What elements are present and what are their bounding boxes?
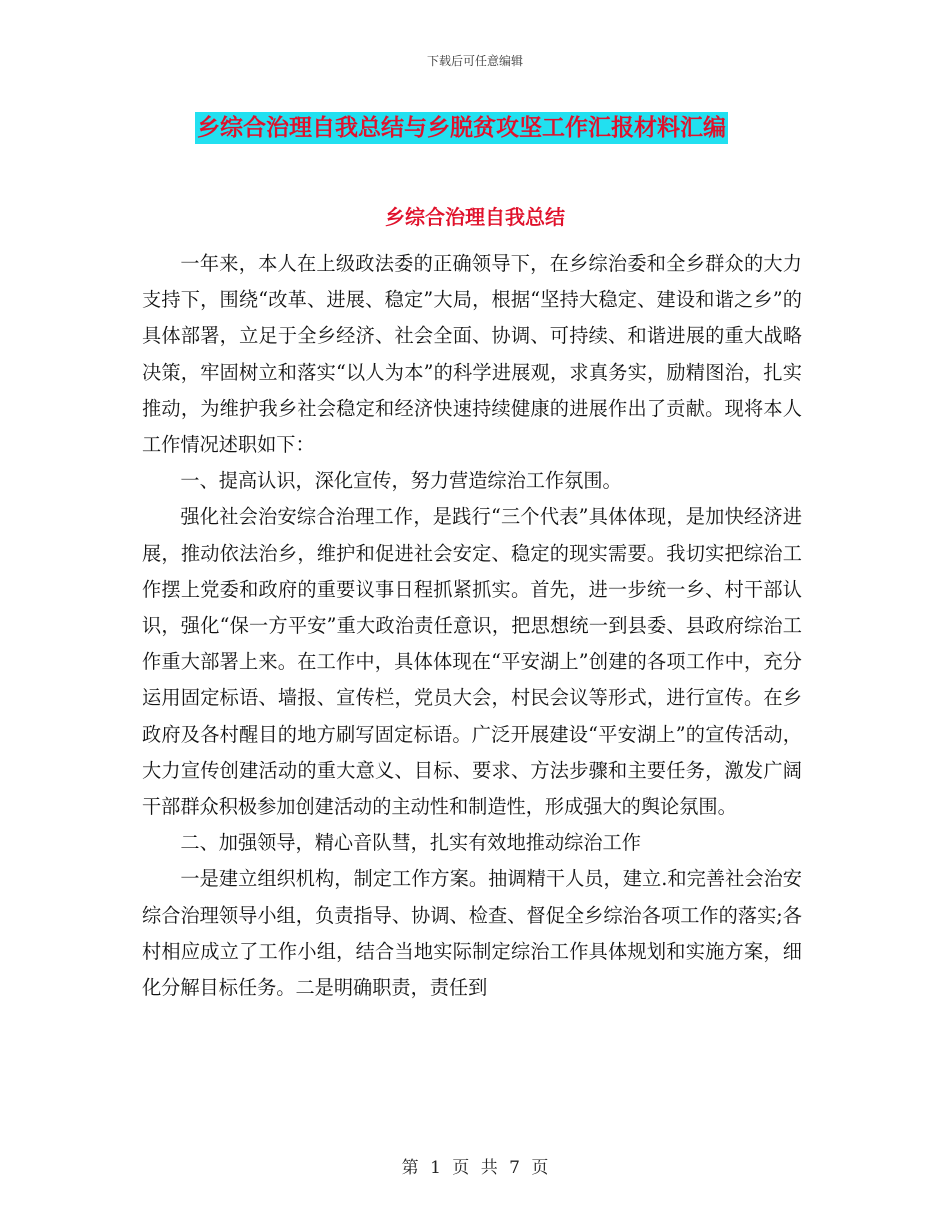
heading-section-1: 一、提高认识，深化宣传，努力营造综治工作氛围。 xyxy=(180,469,622,493)
paragraph-section-2: 一是建立组织机构，制定工作方案。抽调精干人员，建立.和完善社会治安综合治理领导小组，负责指导、协调、检查、督促全乡综治各项工作的落实;各村相应成立了工作小组，结合当地实际制定综治工作具体规划和实施方案，细化分解目标任务。二是明确职责，责任到 xyxy=(142,867,802,1000)
main-title-banner xyxy=(195,112,800,146)
document-body xyxy=(142,246,802,1006)
paragraph-intro: 一年来，本人在上级政法委的正确领导下，在乡综治委和全乡群众的大力支持下，围绕“改革、进展、稳定”大局，根据“坚持大稳定、建设和谐之乡”的具体部署，立足于全乡经济、社会全面、协调、可持续、和谐进展的重大战略决策，牢固树立和落实“以人为本”的科学进展观，求真务实，励精图治，扎实推动，为维护我乡社会稳定和经济快速持续健康的进展作出了贡献。现将本人工作情况述职如下： xyxy=(142,252,802,457)
main-title: 乡综合治理自我总结与乡脱贫攻坚工作汇报材料汇编 xyxy=(195,112,728,144)
header-note: 下载后可任意编辑 xyxy=(426,54,523,68)
page-footer: 第 1 页 共 7 页 xyxy=(401,1158,549,1178)
paragraph-section-1: 强化社会治安综合治理工作，是践行“三个代表”具体体现，是加快经济进展，推动依法治乡，维护和促进社会安定、稳定的现实需要。我切实把综治工作摆上党委和政府的重要议事日程抓紧抓实。首先，进一步统一乡、村干部认识，强化“保一方平安”重大政治责任意识，把思想统一到县委、县政府综治工作重大部署上来。在工作中，具体体现在“平安湖上”创建的各项工作中，充分运用固定标语、墙报、宣传栏，党员大会，村民会议等形式，进行宣传。在乡政府及各村醒目的地方刷写固定标语。广泛开展建设“平安湖上”的宣传活动，大力宣传创建活动的重大意义、目标、要求、方法步骤和主要任务，激发广阔干部群众积极参加创建活动的主动性和制造性，形成强大的舆论氛围。 xyxy=(142,505,802,819)
section-title: 乡综合治理自我总结 xyxy=(385,205,565,229)
heading-section-2: 二、加强领导，精心音队彗，扎实有效地推动综治工作 xyxy=(180,831,641,855)
